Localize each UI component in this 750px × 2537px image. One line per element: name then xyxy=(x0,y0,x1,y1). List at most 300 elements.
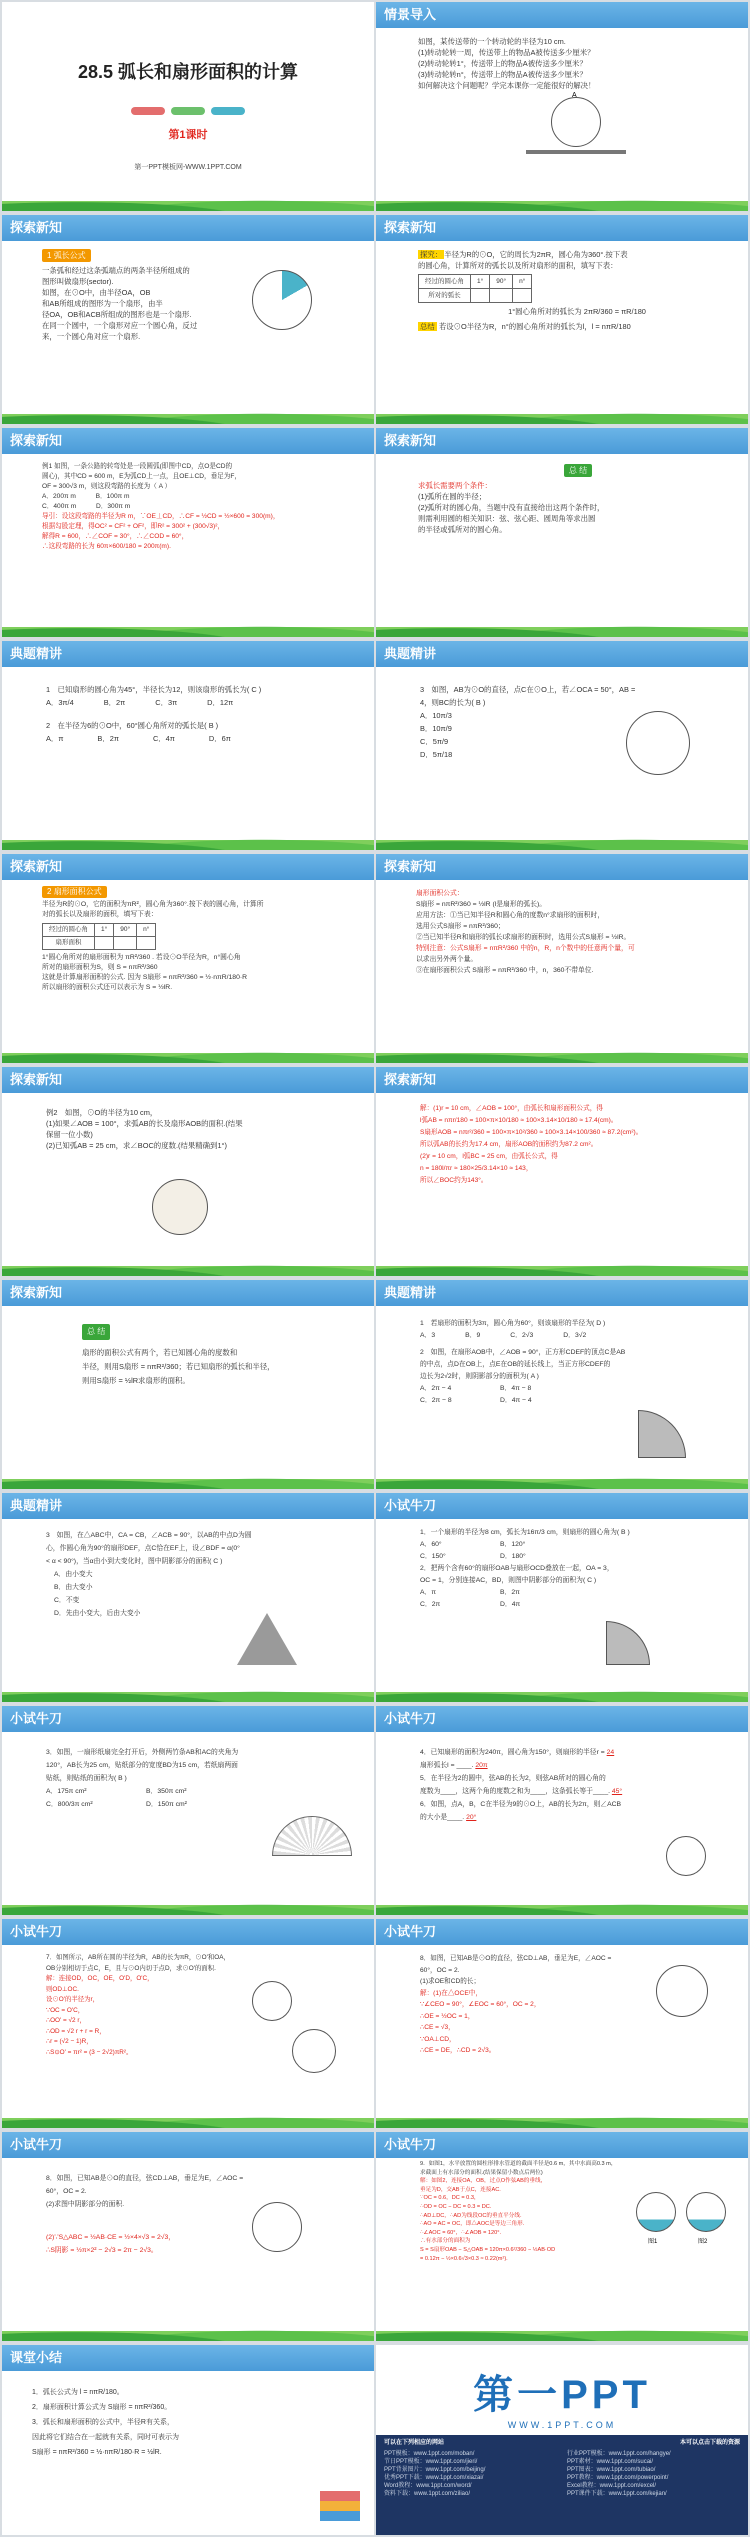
slide-intro[interactable] xyxy=(376,2,748,211)
text-line: 3．如图，一扇形纸扇完全打开后，外侧两竹条AB和AC的夹角为 xyxy=(46,1749,239,1756)
table-header: 90° xyxy=(490,275,513,289)
table-cell: 所对的弧长 xyxy=(419,289,471,303)
table-cell xyxy=(95,937,114,950)
option[interactable]: D．3√2 xyxy=(563,1332,587,1339)
text-line: 来，一个圆心角对应一个扇形. xyxy=(42,332,141,341)
summary-badge: 总 结 xyxy=(564,464,592,477)
text-line: 例2 如图，⊙O的半径为10 cm， xyxy=(46,1108,158,1117)
slide-header: 探索新知 xyxy=(376,1067,748,1093)
option[interactable]: C．3π xyxy=(155,698,178,707)
text-line: 8．如图，已知AB是⊙O的直径，弦CD⊥AB，垂足为E，∠AOC = xyxy=(420,1955,612,1962)
slide-title[interactable] xyxy=(2,2,374,211)
slide-header: 小试牛刀 xyxy=(376,1919,748,1945)
grass-decoration xyxy=(2,615,374,637)
slide-try2[interactable] xyxy=(2,1706,374,1915)
slide-ad[interactable] xyxy=(376,2345,748,2535)
text-line: (1)如果∠AOB = 100°，求弧AB的长及扇形AOB的面积.(结果 xyxy=(46,1119,243,1128)
option[interactable]: C．2√3 xyxy=(510,1332,534,1339)
text-line: 解得R = 600，∴∠COF = 30°，∴∠COD = 60°， xyxy=(42,533,189,540)
grass-decoration xyxy=(2,2106,374,2128)
link-item[interactable]: PPT素材：www.1ppt.com/sucai/ xyxy=(567,2459,654,2465)
option[interactable]: B．350π cm² xyxy=(146,1788,187,1795)
text-line: 120°，AB长为25 cm，贴纸部分的宽度BD为15 cm，若纸扇两面 xyxy=(46,1762,238,1769)
text-line: 3 如图，在△ABC中，CA = CB，∠ACB = 90°，以AB的中点D为圆 xyxy=(46,1532,252,1539)
grass-decoration xyxy=(376,2319,748,2341)
option[interactable]: C．800/3π cm² xyxy=(46,1801,93,1808)
grass-decoration xyxy=(2,189,374,211)
slide-summary1[interactable] xyxy=(376,428,748,637)
text-line: 6．如图，点A，B，C在半径为9的⊙O上，AB的长为2π，则∠ACB xyxy=(420,1801,622,1808)
option[interactable]: D．4π − 4 xyxy=(500,1397,532,1404)
text-line: 求截面上有水部分的面积.(结果保留小数点后两位) xyxy=(420,2169,543,2176)
circle-figure xyxy=(252,2202,302,2252)
options-grid xyxy=(46,1785,364,1811)
table-cell xyxy=(114,937,137,950)
slide-try4[interactable] xyxy=(2,1919,374,2128)
text-line: 垂足为D，交AB于点C，连接AC. xyxy=(420,2186,501,2193)
explore-tag: 探究： xyxy=(420,250,443,259)
brand-logo: 第一PPT xyxy=(473,2373,651,2417)
option[interactable]: D．180° xyxy=(500,1553,526,1560)
slide-example1[interactable] xyxy=(2,428,374,637)
link-item[interactable]: 优秀PPT下载：www.1ppt.com/xiazai/ xyxy=(384,2475,484,2481)
text-line: 求弧长需要两个条件： xyxy=(418,481,492,490)
text-line: 特别注意：公式S扇形 = nπR²/360 中的n，R，n个数中的任意两个量，可 xyxy=(416,945,635,952)
pipe-figure-1 xyxy=(636,2192,676,2232)
question-text: 边长为2√2时，则阴影部分的面积为( A ) xyxy=(420,1373,539,1380)
text-line: 扇形弧长l = ____. xyxy=(420,1762,474,1769)
text-line: 的半径或弧所对的圆心角。 xyxy=(418,525,507,534)
option[interactable]: C．2π xyxy=(420,1601,441,1608)
text-line: 选用公式S扇形 = nπR²/360； xyxy=(416,923,505,930)
slide-header: 探索新知 xyxy=(376,215,748,241)
text-line: 扇形的面积公式有两个，若已知圆心角的度数和 xyxy=(82,1348,238,1357)
grass-decoration xyxy=(376,828,748,850)
slide-try5[interactable] xyxy=(376,1919,748,2128)
figure-label: 图2 xyxy=(698,2239,708,2245)
text-line: 如图，在⊙O中，由半径OA，OB xyxy=(42,288,151,297)
text-line: (1)弧所在圆的半径； xyxy=(418,492,487,501)
slide-practice3[interactable] xyxy=(376,1280,748,1489)
section-number: 1 xyxy=(47,251,52,260)
text-line: < α < 90°)，当α由小到大变化时，图中阴影部分的面积( C ) xyxy=(46,1558,223,1565)
text-line: ∵OC = O'C， xyxy=(46,2006,85,2014)
link-item[interactable]: PPT课件下载：www.1ppt.com/kejian/ xyxy=(567,2491,667,2497)
text-line: 所以弧AB的长约为17.4 cm，扇形AOB的面积约为87.2 cm²。 xyxy=(420,1141,598,1148)
text-line: ∴CE = DE，∴CD = 2√3。 xyxy=(420,2047,496,2054)
answer-blank: 20° xyxy=(466,1814,477,1821)
grass-decoration xyxy=(376,615,748,637)
slide-header: 探索新知 xyxy=(2,1067,374,1093)
grass-decoration xyxy=(376,1254,748,1276)
table-cell xyxy=(513,289,532,303)
option[interactable]: A．10π/3 xyxy=(420,711,452,720)
table-header: n° xyxy=(513,275,532,289)
text-line: 则OD⊥OC. xyxy=(46,1985,79,1993)
grass-decoration xyxy=(2,402,374,424)
answer-blank: 45° xyxy=(611,1788,623,1795)
option[interactable]: A．由小变大 xyxy=(54,1571,93,1578)
text-line: ∵OA⊥CD， xyxy=(420,2035,456,2043)
option[interactable]: A．π xyxy=(46,734,64,743)
text-line: 半径，则用S扇形 = nπR²/360；若已知扇形的弧长和半径， xyxy=(82,1362,275,1371)
slide-header: 小试牛刀 xyxy=(2,2132,374,2158)
question-text: 3 如图，AB为⊙O的直径，点C在⊙O上，若∠OCA = 50°，AB = xyxy=(420,685,636,694)
slide-header: 探索新知 xyxy=(2,1280,374,1306)
circle-figure xyxy=(152,1179,208,1235)
pipe-figure-2 xyxy=(686,2192,726,2232)
text-line: 的圆心角，计算所对的弧长以及所对扇形的面积，填写下表： xyxy=(418,261,618,270)
text-line: 解：(1)在△OCE中， xyxy=(420,1989,482,1997)
link-item[interactable]: PPT图表：www.1ppt.com/tubiao/ xyxy=(567,2467,656,2473)
option[interactable]: D．5π/18 xyxy=(420,750,453,759)
options-row xyxy=(46,696,364,709)
page-title: 28.5 弧长和扇形面积的计算 xyxy=(77,62,299,82)
footer-text: 第一PPT模板网-WWW.1PPT.COM xyxy=(134,164,242,171)
option[interactable]: D．先由小变大，后由大变小 xyxy=(54,1610,141,1617)
brand-url[interactable]: WWW.1PPT.COM xyxy=(507,2420,617,2430)
option[interactable]: A．175π cm² xyxy=(46,1788,87,1795)
belt-figure xyxy=(526,150,626,154)
text-line: 和AB所组成的图形为一个扇形，由半 xyxy=(42,299,163,308)
text-line: 则需利用圆的相关知识：弦、弦心距、圆周角等求出圆 xyxy=(418,514,596,523)
text-line: 根据勾股定理，得OC² = CF² + OF²，即R² = 300² + (300√3)²， xyxy=(42,523,225,530)
text-line: ∴∠AOC = 60°，∴∠AOB = 120°. xyxy=(420,2229,502,2236)
option[interactable]: B．9 xyxy=(465,1332,481,1339)
text-line: 应用方法：①当已知半径R和圆心角的度数n°求扇形的面积时， xyxy=(416,912,605,919)
text-line: 解：连接OD，OC，OE，O'D，O'C， xyxy=(46,1975,154,1982)
slide-header: 探索新知 xyxy=(2,428,374,454)
option[interactable]: B．4π − 8 xyxy=(500,1385,532,1392)
text-line: 圆心)，其中CD = 600 m，E为弧CD上一点，且OE⊥CD，垂足为F， xyxy=(42,473,241,480)
summary-tag: 总结 xyxy=(420,322,435,331)
text-line: 半径为R的⊙O，它的面积为πR²，圆心角为360°.按下表的圆心角，计算所 xyxy=(42,901,264,908)
slide-header: 情景导入 xyxy=(376,2,748,28)
text-line: (1)求OE和CD的长； xyxy=(420,1978,481,1985)
grass-decoration xyxy=(2,1893,374,1915)
table-header: 1° xyxy=(471,275,490,289)
formula-text: 1°圆心角所对的弧长为 xyxy=(508,307,582,316)
slide-class-summary[interactable] xyxy=(2,2345,374,2535)
option[interactable]: C．2π − 8 xyxy=(420,1397,452,1404)
slide-header: 典题精讲 xyxy=(2,1493,374,1519)
slide-try6[interactable] xyxy=(2,2132,374,2341)
text-line: 1°圆心角所对的扇形面积为 πR²/360 . 若设⊙O半径为R，n°圆心角 xyxy=(42,954,241,961)
lesson-subtitle: 第1课时 xyxy=(168,129,208,141)
grass-decoration xyxy=(2,1467,374,1489)
slide-arc-formula[interactable] xyxy=(2,215,374,424)
left-title: 可以在下列相应的网站 xyxy=(384,2440,445,2446)
text-line: 1．一个扇形的半径为8 cm，弧长为16π/3 cm，则扇形的圆心角为( B ) xyxy=(420,1529,630,1536)
text-line: S扇形 = nπR²/360 = ½·nπR/180·R = ½lR. xyxy=(32,2449,162,2456)
text-line: A．200π m B．100π m xyxy=(42,493,130,500)
text-line: 9．如图1，水平放置的圆柱形排水管道的截面半径是0.6 m，其中水面高0.3 m， xyxy=(420,2161,617,2167)
question-text: 1 若扇形的面积为3π，圆心角为60°，则该扇形的半径为( D ) xyxy=(420,1320,606,1327)
link-item[interactable]: 资料下载：www.1ppt.com/ziliao/ xyxy=(384,2491,471,2497)
circle-figure xyxy=(292,2029,336,2073)
slide-header: 课堂小结 xyxy=(2,2345,374,2371)
figure-label: 图1 xyxy=(648,2239,658,2245)
section-name: 扇形面积公式 xyxy=(53,887,102,896)
link-item[interactable]: 节日PPT模板：www.1ppt.com/jieri/ xyxy=(384,2459,478,2465)
table-header: 1° xyxy=(95,924,114,937)
option[interactable]: D．6π xyxy=(208,734,231,743)
slide-header: 小试牛刀 xyxy=(376,2132,748,2158)
table-header: 90° xyxy=(114,924,137,937)
option[interactable]: D．4π xyxy=(500,1601,521,1608)
text-line: n = 180l/πr ≈ 180×25/3.14×10 ≈ 143， xyxy=(420,1165,533,1172)
pill-teal xyxy=(211,107,245,115)
text-line: 2．扇形面积计算公式为 S扇形 = nπR²/360。 xyxy=(32,2404,172,2411)
text-line: ∴OE = ½OC = 1， xyxy=(420,2012,475,2020)
slide-summary2[interactable] xyxy=(2,1280,374,1489)
text-line: 7．如图所示，AB所在圆的半径为R，AB的长为πR，⊙O'和OA， xyxy=(46,1954,230,1961)
summary-badge: 总 结 xyxy=(82,1324,110,1340)
text-line: 图形叫做扇形(sector). xyxy=(42,277,114,286)
link-item[interactable]: Word教程：www.1ppt.com/word/ xyxy=(384,2483,472,2489)
text-line: ∴OD = √2 r + r = R， xyxy=(46,2027,106,2035)
text-line: 所以∠BOC约为143°。 xyxy=(420,1177,488,1184)
circle-figure xyxy=(666,1836,706,1876)
question-text: 2 如图，在扇形AOB中，∠AOB = 90°，正方形CDEF的顶点C是AB xyxy=(420,1349,626,1356)
text-line: 3．弧长和扇形面积的公式中，半径R有关系， xyxy=(32,2419,174,2426)
text-line: (1)转动轮转一周，传送带上的物品A被传送多少厘米？ xyxy=(418,48,595,57)
option[interactable]: B．2π xyxy=(103,698,126,707)
table-cell xyxy=(471,289,490,303)
text-line: 所以扇形的面积公式还可以表示为 S = ½lR. xyxy=(42,984,173,991)
option[interactable]: C．5π/9 xyxy=(420,737,449,746)
area-table xyxy=(42,923,156,950)
option[interactable]: B．2π xyxy=(97,734,119,743)
text-line: 贴纸，则贴纸的面积为( B ) xyxy=(46,1775,127,1782)
question-text: 的中点，点D在OB上，点E在OB的延长线上，当正方形CDEF的 xyxy=(420,1361,611,1368)
option[interactable]: D．12π xyxy=(207,698,234,707)
text-line: 4．已知扇形的面积为240π，圆心角为150°，则扇形的半径r = xyxy=(420,1749,605,1756)
option[interactable]: B．由大变小 xyxy=(54,1584,93,1591)
slide-header: 探索新知 xyxy=(2,215,374,241)
sector-square-figure xyxy=(638,1410,686,1458)
option[interactable]: A．3 xyxy=(420,1332,436,1339)
links-panel xyxy=(376,2435,748,2535)
text-line: 如图，某传送带的一个转动轮的半径为10 cm. xyxy=(418,37,566,46)
grass-decoration xyxy=(376,189,748,211)
text-line: 解：(1)r = 10 cm，∠AOB = 100°，由弧长和扇形面积公式，得 xyxy=(420,1105,603,1112)
text-line: ②当已知半径R和扇形的弧长l求扇形的面积时，选用公式S扇形 = ½lR。 xyxy=(416,934,631,941)
text-line: ∴CE = √3， xyxy=(420,2024,455,2031)
text-line: 8．如图，已知AB是⊙O的直径，弦CD⊥AB，垂足为E，∠AOC = xyxy=(46,2175,244,2182)
table-header: n° xyxy=(137,924,156,937)
text-line: 如何解决这个问题呢？学完本课你一定能很好的解决！ xyxy=(418,81,596,90)
text-line: (3)转动轮转n°，传送带上的物品A被传送多少厘米？ xyxy=(418,70,587,79)
text-line: 这就是计算扇形面积的公式. 因为 S扇形 = nπR²/360 = ½·nπR/180·R xyxy=(42,974,248,981)
section-badge xyxy=(42,249,91,262)
slide-practice1[interactable] xyxy=(2,641,374,850)
question-text: 4，则BC的长为( B ) xyxy=(420,698,486,707)
grass-decoration xyxy=(2,1680,374,1702)
slide-header: 小试牛刀 xyxy=(376,1493,748,1519)
option[interactable]: C．150° xyxy=(420,1553,446,1560)
text-line: (2)弧所对的圆心角，当题中没有直接给出这两个条件时， xyxy=(418,503,605,512)
option[interactable]: A．3π/4 xyxy=(46,698,74,707)
options-grid xyxy=(420,1539,738,1563)
slide-header: 小试牛刀 xyxy=(2,1706,374,1732)
section-number: 2 xyxy=(47,887,52,896)
text-line: OC = 1，分别连接AC，BD，则图中阴影部分的面积为( C ) xyxy=(420,1577,597,1584)
option[interactable]: A．60° xyxy=(420,1541,442,1548)
link-item[interactable]: PPT模板：www.1ppt.com/moban/ xyxy=(384,2451,475,2457)
option[interactable]: B．2π xyxy=(500,1589,520,1596)
text-line: ∴r = (√2 − 1)R， xyxy=(46,2038,93,2045)
text-line: ∴有水部分的面积为 xyxy=(420,2238,471,2245)
section-title: 扇形面积公式： xyxy=(416,890,464,897)
text-line: 1．弧长公式为 l = nπR/180。 xyxy=(32,2389,124,2396)
folding-fan-figure xyxy=(272,1816,352,1856)
text-line: 所对的扇形面积为S，则 S = nπR²/360 xyxy=(42,964,158,971)
text-line: ∴AD⊥DC，∴AD为线段OC的垂直平分线. xyxy=(420,2212,522,2219)
right-title: 本可以点击下载的资源 xyxy=(679,2440,740,2446)
grass-decoration xyxy=(2,2319,374,2341)
slide-try7[interactable] xyxy=(376,2132,748,2341)
option[interactable]: B．120° xyxy=(500,1541,526,1548)
text-line: 解：如图2，连接OA，OB，过点O作弦AB的垂线， xyxy=(420,2178,547,2185)
text-line: S扇形AOB = nπr²/360 = 100×π×10²/360 ≈ 100×3.14×100/360 ≈ 87.2(cm²)。 xyxy=(420,1129,643,1136)
text-line: OB分别相切于点C，E，且与⊙O内切于点D，求⊙O'的面积. xyxy=(46,1964,216,1972)
grass-decoration xyxy=(2,1254,374,1276)
slide-try3[interactable] xyxy=(376,1706,748,1915)
answer-blank: 20π xyxy=(475,1762,488,1769)
grass-decoration xyxy=(376,1680,748,1702)
text-line: ③在扇形面积公式 S扇形 = nπR²/360 中，n，360不带单位. xyxy=(416,967,594,974)
inscribed-circle-figure xyxy=(252,1981,292,2021)
text-line: C．400π m D．300π m xyxy=(42,503,131,510)
slide-sector-usage[interactable] xyxy=(376,854,748,1063)
text-line: l弧AB = nπr/180 = 100×π×10/180 ≈ 100×3.14×10/180 ≈ 17.4(cm)。 xyxy=(420,1117,618,1124)
grass-decoration xyxy=(2,1041,374,1063)
point-label: A xyxy=(572,92,577,99)
slide-header: 典题精讲 xyxy=(2,641,374,667)
text-line: (2)r = 10 cm，l弧BC = 25 cm，由弧长公式，得 xyxy=(420,1153,558,1160)
text-line: ∴OD = OC − DC = 0.3 = DC. xyxy=(420,2203,492,2210)
slide-sector-formula[interactable] xyxy=(2,854,374,1063)
text-line: 心，作圆心角为90°的扇形DEF，点C恰在EF上，设∠BDF = α(0° xyxy=(46,1545,240,1552)
question-text: 2 在半径为6的⊙O中，60°圆心角所对的弧长是( B ) xyxy=(46,721,219,730)
link-item[interactable]: 行业PPT模板：www.1ppt.com/hangye/ xyxy=(567,2451,671,2457)
link-item[interactable]: Excel教程：www.1ppt.com/excel/ xyxy=(567,2483,657,2489)
text-line: ∵∠CEO = 90°，∠EOC = 60°，OC = 2， xyxy=(420,2001,541,2008)
text-line: OF = 300√3 m，则这段弯路的长度为（ A ） xyxy=(42,483,172,490)
text-line: 在同一个圆中，一个扇形对应一个圆心角，反过 xyxy=(42,321,198,330)
section-badge xyxy=(42,886,107,898)
text-line: S = S扇形OAB − S△OAB = 120π×0.6²/360 − ½AB·OD xyxy=(420,2246,556,2253)
option[interactable]: C．不变 xyxy=(54,1597,80,1604)
slide-header: 探索新知 xyxy=(376,854,748,880)
text-line: S扇形 = nπR²/360 = ½lR (l是扇形的弧长)。 xyxy=(416,901,547,908)
slide-explore[interactable] xyxy=(376,215,748,424)
options-grid xyxy=(420,1383,738,1407)
text-line: ∴这段弯路的长为 60π×600/180 = 200π(m). xyxy=(42,543,171,550)
color-pills xyxy=(2,102,374,120)
options-row xyxy=(46,732,364,745)
options-grid xyxy=(420,1587,738,1611)
books-icon xyxy=(320,2491,360,2521)
option[interactable]: B．10π/9 xyxy=(420,724,452,733)
slide-header: 小试牛刀 xyxy=(2,1919,374,1945)
grass-decoration xyxy=(376,402,748,424)
text-line: 因此将它们结合在一起就有关系，同时可表示为 xyxy=(32,2434,179,2441)
grass-decoration xyxy=(376,1467,748,1489)
text-line: 的大小是____. xyxy=(420,1814,465,1821)
text-line: ∴AO = AC = OC，即△AOC是等边三角形. xyxy=(420,2221,525,2228)
text-line: (2)转动轮转1°，传送带上的物品A被传送多少厘米？ xyxy=(418,59,587,68)
pill-green xyxy=(171,107,205,115)
option[interactable]: A．π xyxy=(420,1589,437,1596)
option[interactable]: D．150π cm² xyxy=(146,1801,187,1808)
arc-table xyxy=(418,274,532,303)
text-line: ∴OO' = √2 r， xyxy=(46,2017,86,2024)
slide-header: 探索新知 xyxy=(2,854,374,880)
text-line: 导引：设这段弯路的半径为R m，∵OE⊥CD，∴CF = ½CD = ½×600 = 300(m)， xyxy=(42,513,280,520)
text-line: 则用S扇形 = ½lR求扇形的面积。 xyxy=(82,1376,190,1385)
circle-figure xyxy=(656,1965,708,2017)
options-row xyxy=(420,1330,738,1342)
text-line: 径OA，OB和ACB所组成的图形也是一个扇形. xyxy=(42,310,192,319)
grass-decoration xyxy=(376,2106,748,2128)
text-line: = 0.12π − ½×0.6√3×0.3 ≈ 0.22(m²). xyxy=(420,2255,508,2262)
text-line: ∴S阴影 = ½π×2² − 2√3 = 2π − 2√3。 xyxy=(46,2247,158,2254)
slide-header: 小试牛刀 xyxy=(376,1706,748,1732)
slide-example2-solution[interactable] xyxy=(376,1067,748,1276)
text-line: 60°，OC = 2. xyxy=(420,1966,460,1974)
text-line: 保留一位小数) xyxy=(46,1130,93,1139)
table-header: 经过的圆心角 xyxy=(419,275,471,289)
text-line: 度数为____，这两个角的度数之和为____，这条弧长等于____. xyxy=(420,1788,610,1795)
link-item[interactable]: PPT教程：www.1ppt.com/powerpoint/ xyxy=(567,2475,669,2481)
triangle-figure xyxy=(237,1613,297,1665)
answer-blank: 24 xyxy=(606,1749,615,1756)
slide-header: 典题精讲 xyxy=(376,1280,748,1306)
text-line: 设⊙O'的半径为r， xyxy=(46,1996,100,2003)
pill-red xyxy=(131,107,165,115)
text-line: (2)已知弧AB = 25 cm，求∠BOC的度数.(结果精确到1°) xyxy=(46,1141,227,1150)
text-line: (2)求图中阴影部分的面积. xyxy=(46,2201,125,2208)
question-text: 1 已知扇形的圆心角为45°，半径长为12，则该扇形的弧长为( C ) xyxy=(46,685,262,694)
slide-practice2[interactable] xyxy=(376,641,748,850)
slide-header: 探索新知 xyxy=(376,428,748,454)
option[interactable]: A．2π − 4 xyxy=(420,1385,452,1392)
text-line: 半径为R的⊙O，它的周长为2πR，圆心角为360°.按下表 xyxy=(444,250,628,259)
text-line: (2)∵S△ABC = ½AB·CE = ½×4×√3 = 2√3， xyxy=(46,2234,176,2241)
text-line: 例1 如图，一条公路的转弯处是一段圆弧(即图中CD，点O是CD的 xyxy=(42,463,233,470)
text-line: 一条弧和经过这条弧端点的两条半径所组成的 xyxy=(42,266,190,275)
slide-header: 典题精讲 xyxy=(376,641,748,667)
slide-practice4[interactable] xyxy=(2,1493,374,1702)
table-cell xyxy=(137,937,156,950)
formula-value: 2πR/360 = πR/180 xyxy=(583,307,646,316)
text-line: ∵OC = 0.6，DC = 0.3， xyxy=(420,2195,480,2202)
text-line: 2．把两个含有60°的扇形OAB与扇形OCD叠放在一起，OA = 3， xyxy=(420,1565,614,1572)
circle-figure xyxy=(626,711,690,775)
text-line: ∴S⊙O' = πr² = (3 − 2√2)πR²。 xyxy=(46,2048,133,2056)
option[interactable]: C．4π xyxy=(152,734,175,743)
slide-try1[interactable] xyxy=(376,1493,748,1702)
grass-decoration xyxy=(376,1893,748,1915)
conclusion-text: 若设⊙O半径为R，n°的圆心角所对的弧长为l，l = nπR/180 xyxy=(438,322,631,331)
sector-figure xyxy=(252,270,312,330)
text-line: 对的弧长以及扇形的面积，填写下表： xyxy=(42,911,158,918)
link-item[interactable]: PPT背景图片：www.1ppt.com/beijing/ xyxy=(384,2467,486,2473)
slide-example2[interactable] xyxy=(2,1067,374,1276)
grass-decoration xyxy=(376,1041,748,1063)
